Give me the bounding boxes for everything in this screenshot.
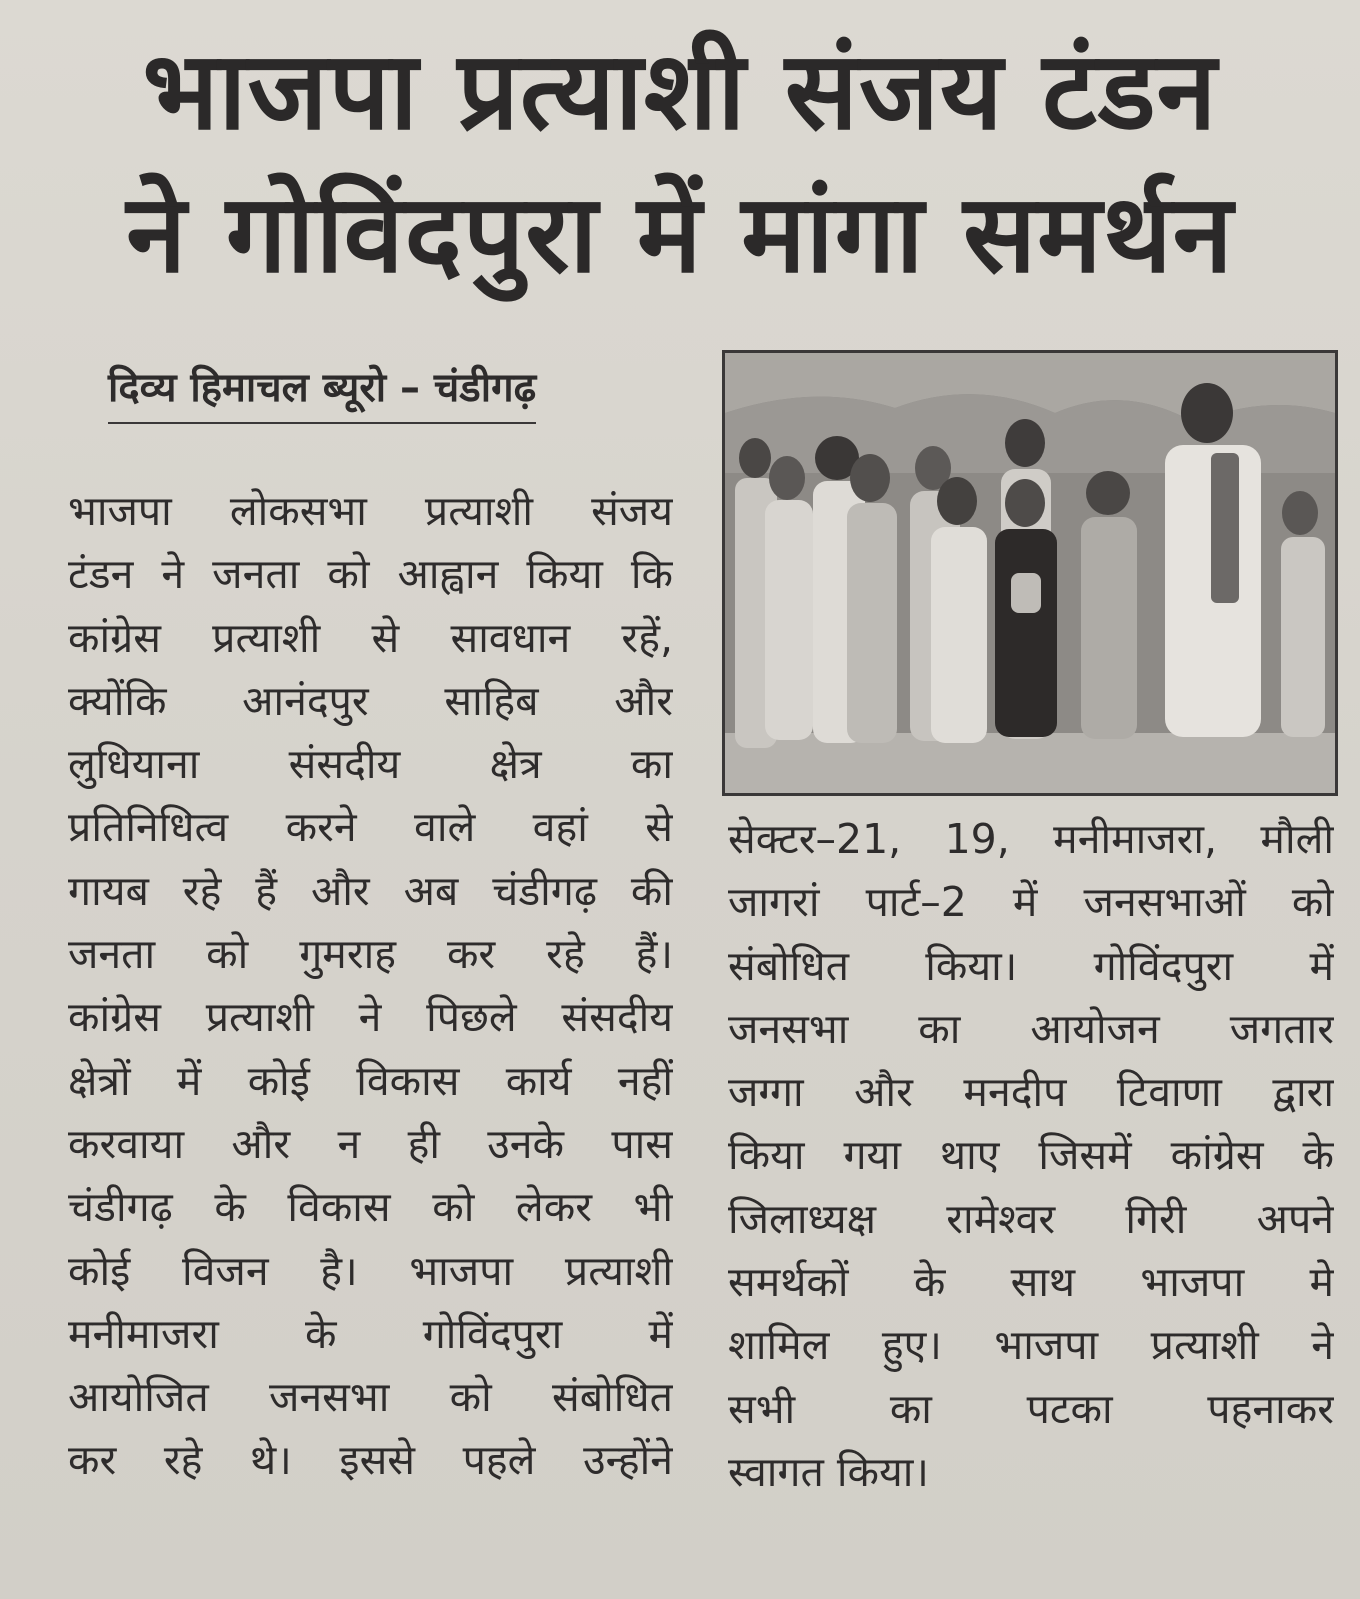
article-line: जनसभा का आयोजन जगतार: [728, 1004, 1334, 1053]
article-line: सभी का पटका पहनाकर: [728, 1384, 1334, 1433]
article-line: गायब रहे हैं और अब चंडीगढ़ की: [68, 866, 673, 915]
article-line: जग्गा और मनदीप टिवाणा द्वारा: [728, 1068, 1334, 1117]
article-line: समर्थकों के साथ भाजपा मे: [728, 1258, 1334, 1307]
article-line: जनता को गुमराह कर रहे हैं।: [68, 930, 673, 979]
article-line: करवाया और न ही उनके पास: [68, 1119, 673, 1168]
article-line: कर रहे थे। इससे पहले उन्होंने: [68, 1436, 673, 1485]
article-line: प्रतिनिधित्व करने वाले वहां से: [68, 803, 673, 852]
article-line: आयोजित जनसभा को संबोधित: [68, 1373, 673, 1422]
article-line: कांग्रेस प्रत्याशी ने पिछले संसदीय: [68, 993, 673, 1042]
article-line: स्वागत किया।: [728, 1447, 929, 1496]
article-line: जिलाध्यक्ष रामेश्वर गिरी अपने: [728, 1194, 1334, 1243]
article-line: क्षेत्रों में कोई विकास कार्य नहीं: [68, 1056, 673, 1105]
article-line: जागरां पार्ट–2 में जनसभाओं को: [728, 878, 1334, 927]
article-line: सेक्टर–21, 19, मनीमाजरा, मौली: [728, 815, 1334, 863]
article-left-column: [68, 480, 673, 1493]
article-line: चंडीगढ़ के विकास को लेकर भी: [68, 1183, 673, 1232]
headline-line-1: भाजपा प्रत्याशी संजय टंडन: [142, 29, 1218, 154]
group-photo-illustration: [725, 353, 1335, 793]
article-line: कोई विजन है। भाजपा प्रत्याशी: [68, 1246, 673, 1295]
article-right-column: [728, 808, 1334, 1504]
news-photo: [722, 350, 1338, 796]
byline: दिव्य हिमाचल ब्यूरो – चंडीगढ़: [108, 360, 536, 424]
article-line: कांग्रेस प्रत्याशी से सावधान रहें,: [68, 613, 673, 662]
article-line: लुधियाना संसदीय क्षेत्र का: [68, 740, 673, 789]
headline-line-2: ने गोविंदपुरा में मांगा समर्थन: [126, 172, 1234, 297]
article-line: भाजपा लोकसभा प्रत्याशी संजय: [68, 487, 673, 535]
article-line: शामिल हुए। भाजपा प्रत्याशी ने: [728, 1321, 1334, 1370]
article-line: क्योंकि आनंदपुर साहिब और: [68, 676, 673, 725]
article-line: टंडन ने जनता को आह्वान किया कि: [68, 550, 673, 599]
article-line: संबोधित किया। गोविंदपुरा में: [728, 941, 1334, 990]
article-line: किया गया थाए जिसमें कांग्रेस के: [728, 1131, 1334, 1180]
article-line: मनीमाजरा के गोविंदपुरा में: [68, 1309, 673, 1358]
